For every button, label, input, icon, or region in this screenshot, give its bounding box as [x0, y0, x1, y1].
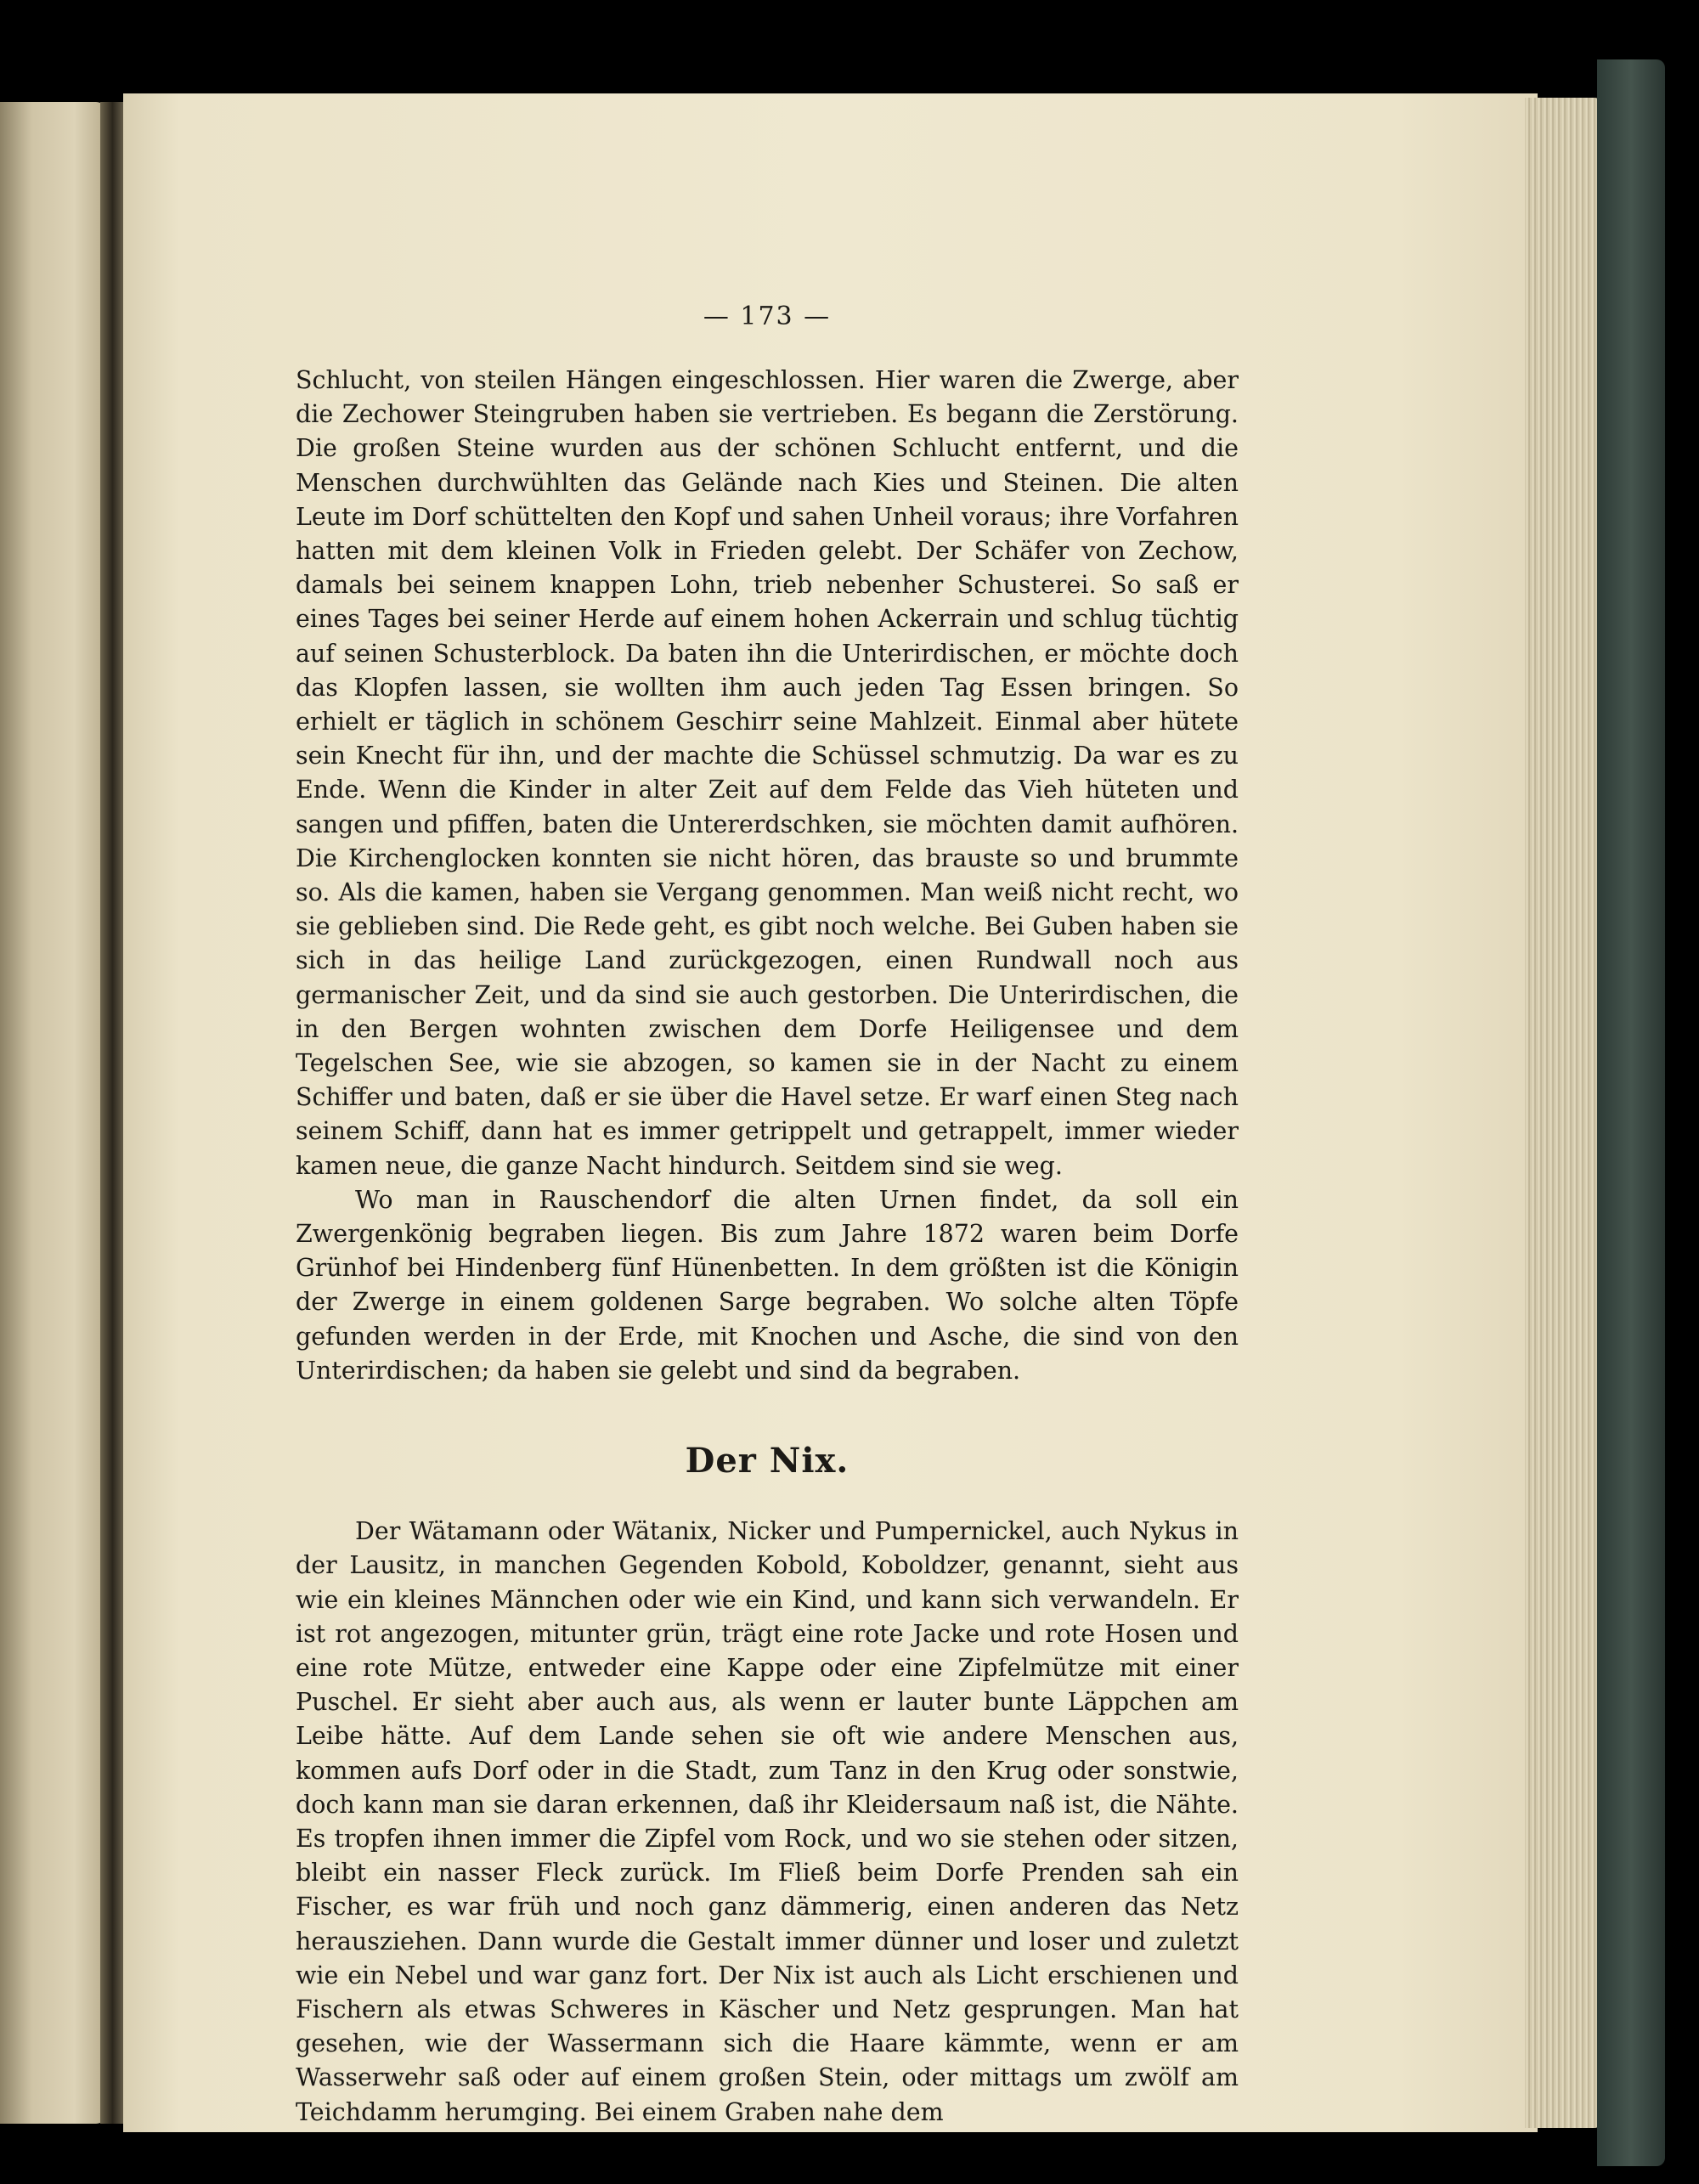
section-title: Der Nix. [685, 1441, 850, 1481]
paragraph: Schlucht, von steilen Hängen eingeschlossen. Hier waren die Zwerge, aber die Zechower Steingruben haben sie vertrieben. Es begann die Zerstörung. Die großen Steine wurden aus der schönen Schlucht entfernt, und die Menschen durchwühlten das Gelände nach Kies und Steinen. Die alten Leute im Dorf schüttelten den Kopf und sahen Unheil voraus; ihre Vorfahren hatten mit dem kleinen Volk in Frieden gelebt. Der Schäfer von Zechow, damals bei seinem knappen Lohn, trieb nebenher Schusterei. So saß er eines Tages bei seiner Herde auf einem hohen Ackerrain und schlug tüchtig auf seinen Schusterblock. Da baten ihn die Unterirdischen, er möchte doch das Klopfen lassen, sie wollten ihm auch jeden Tag Essen bringen. So erhielt er täglich in schönem Geschirr seine Mahlzeit. Einmal aber hütete sein Knecht für ihn, und der machte die Schüssel schmutzig. Da war es zu Ende. Wenn die Kinder in alter Zeit auf dem Felde das Vieh hüteten und sangen und pfiffen, baten die Untererdschken, sie möchten damit aufhören. Die Kirchenglocken konnten sie nicht hören, das brauste so und brummte so. Als die kamen, haben sie Vergang genommen. Man weiß nicht recht, wo sie geblieben sind. Die Rede geht, es gibt noch welche. Bei Guben haben sie sich in das heilige Land zurückgezogen, einen Rundwall noch aus germanischer Zeit, und da sind sie auch gestorben. Die Unterirdischen, die in den Bergen wohnten zwischen dem Dorfe Heiligensee und dem Tegelschen See, wie sie abzogen, so kamen sie in der Nacht zu einem Schiffer und baten, daß er sie über die Havel setze. Er warf einen Steg nach seinem Schiff, dann hat es immer getrippelt und getrappelt, immer wieder kamen neue, die ganze Nacht hindurch. Seitdem sind sie weg. [296, 366, 1239, 1180]
paragraph: Wo man in Rauschendorf die alten Urnen findet, da soll ein Zwergenkönig begraben liegen. Bis zum Jahre 1872 waren beim Dorfe Grünhof bei Hindenberg fünf Hünenbetten. In dem größten ist die Königin der Zwerge in einem goldenen Sarge begraben. Wo solche alten Töpfe gefunden werden in der Erde, mit Knochen und Asche, die sind von den Unterirdischen; da haben sie gelebt und sind da begraben. [296, 1185, 1239, 1385]
left-page-edge [0, 102, 106, 2124]
page-number: — 173 — [703, 302, 832, 331]
book-cover [1597, 59, 1665, 2166]
paragraph: Der Wätamann oder Wätanix, Nicker und Pumpernickel, auch Nykus in der Lausitz, in manchen Gegenden Kobold, Koboldzer, genannt, sieht aus wie ein kleines Männchen oder wie ein Kind, und kann sich verwandeln. Er ist rot angezogen, mitunter grün, trägt eine rote Jacke und rote Hosen und eine rote Mütze, entweder eine Kappe oder eine Zipfelmütze mit einer Puschel. Er sieht aber auch aus, als wenn er lauter bunte Läppchen am Leibe hätte. Auf dem Lande sehen sie oft wie andere Menschen aus, kommen aufs Dorf oder in die Stadt, zum Tanz in den Krug oder sonstwie, doch kann man sie daran erkennen, daß ihr Kleidersaum naß ist, die Nähte. Es tropfen ihnen immer die Zipfel vom Rock, und wo sie stehen oder sitzen, bleibt ein nasser Fleck zurück. Im Fließ beim Dorfe Prenden sah ein Fischer, es war früh und noch ganz dämmerig, einen anderen das Netz herausziehen. Dann wurde die Gestalt immer dünner und loser und zuletzt wie ein Nebel und war ganz fort. Der Nix ist auch als Licht erschienen und Fischern als etwas Schweres in Käscher und Netz gesprungen. Man hat gesehen, wie der Wassermann sich die Haare kämmte, wenn er am Wasserwehr saß oder auf einem großen Stein, oder mittags um zwölf am Teichdamm herumging. Bei einem Graben nahe dem [296, 1517, 1239, 2126]
page-edges [1525, 98, 1601, 2128]
page-text-block [296, 302, 1239, 2130]
